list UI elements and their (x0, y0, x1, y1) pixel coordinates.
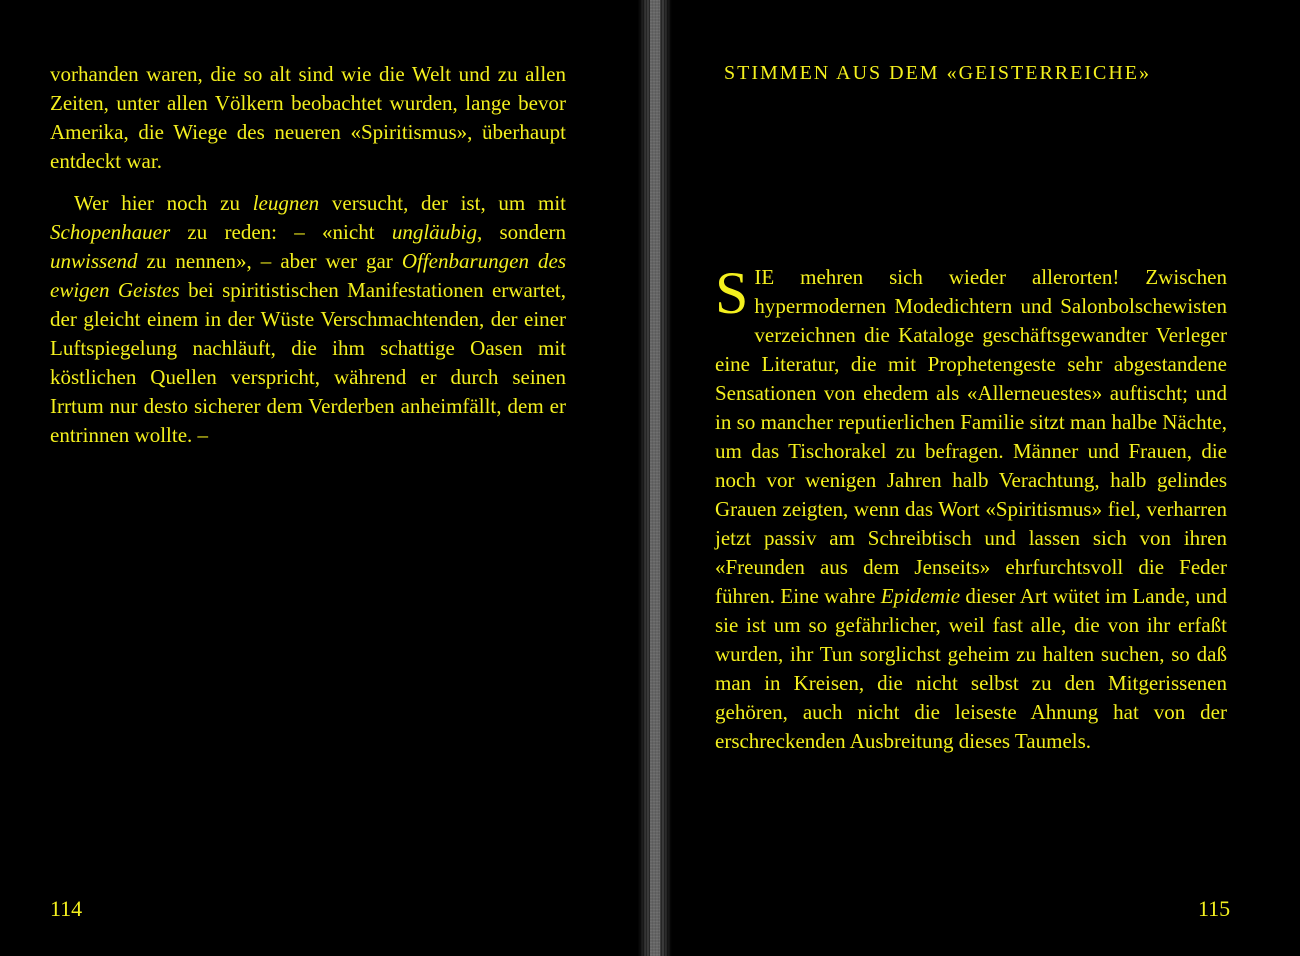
text-run: dieser Art wütet im Lande, und sie ist um so gefährlicher, weil fast alle, die von ihr erfaßt wurden, ihr Tun sorglichst geheim zu halten suchen, so daß man in Kreisen, die nicht selbst zu den Mitgerissenen gehören, auch nicht die leiseste Ahnung hat von der erschreckenden Ausbreitung dieses Taumels. (715, 584, 1227, 753)
italic-run: Epidemie (880, 584, 961, 608)
text-run: zu nennen», – aber wer gar (137, 249, 402, 273)
text-run: IE mehren sich wieder allerorten! Zwischen hypermodernen Modedichtern und Salonbolschewisten verzeichnen die Kataloge geschäftsgewandter Verleger eine Literatur, die mit Prophetengeste sehr abgestandene Sensationen von ehedem als «Allerneuestes» auftischt; und in so mancher reputierlichen Familie sitzt man halbe Nächte, um das Tischorakel zu befragen. Männer und Frauen, die noch vor wenigen Jahren halb Verachtung, halb gelindes Grauen zeigten, wenn das Wort «Spiritismus» fiel, verharren jetzt passiv am Schreibtisch und lassen sich von ihren «Freunden aus dem Jenseits» ehrfurchtsvoll die Feder führen. Eine wahre (715, 265, 1227, 608)
left-page-text (50, 60, 566, 450)
italic-run: Offenbarungen des ewigen Geistes (50, 249, 566, 302)
right-page-text (715, 260, 1227, 756)
left-paragraph-1: vorhanden waren, die so alt sind wie die Welt und zu allen Zeiten, unter allen Völkern beobachtet wurden, lange bevor Amerika, die Wiege des neueren «Spiritismus», überhaupt entdeckt war. (50, 62, 566, 173)
italic-run: ungläubig (391, 220, 477, 244)
italic-run: leugnen (252, 191, 320, 215)
text-run: , sondern (476, 220, 566, 244)
text-run: bei spiritistischen Manifestationen erwartet, der gleicht einem in der Wüste Verschmachtenden, der einer Luftspiegelung nachläuft, die ihm schattige Oasen mit köstlichen Quellen verspricht, während er durch seinen Irrtum nur desto sicherer dem Verderben anheimfällt, dem er entrinnen wollte. – (50, 278, 566, 447)
left-paragraph-2 (50, 189, 566, 450)
italic-run: unwissend (50, 249, 138, 273)
book-gutter-core (650, 0, 660, 956)
left-page (0, 0, 640, 956)
page-number-left: 114 (50, 896, 83, 921)
page-number-right: 115 (1198, 896, 1231, 921)
text-run: versucht, der ist, um mit (319, 191, 567, 215)
italic-run: Schopenhauer (50, 220, 171, 244)
running-head: STIMMEN AUS DEM «GEISTERREICHE» (724, 62, 1152, 84)
text-run: zu reden: – «nicht (170, 220, 392, 244)
drop-cap: S (715, 260, 749, 326)
right-paragraph (715, 260, 1227, 756)
text-run: Wer hier noch zu (74, 191, 253, 215)
right-page (670, 0, 1300, 956)
